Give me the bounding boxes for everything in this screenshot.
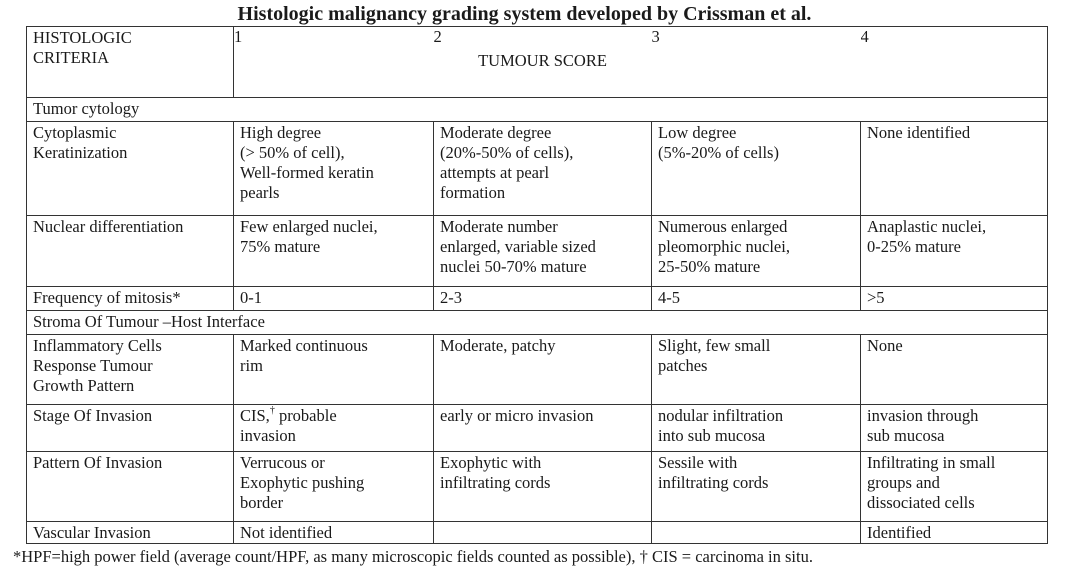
dagger-mark: † <box>269 405 275 416</box>
score-4-cell <box>861 452 1048 522</box>
cell-line: dissociated cells <box>867 493 975 512</box>
tumour-score-label: TUMOUR SCORE <box>478 51 607 70</box>
table-row <box>27 522 1048 544</box>
cell-line: Stage Of Invasion <box>33 406 153 425</box>
cell-line: invasion through <box>867 406 979 425</box>
score-header-cell <box>234 27 434 98</box>
cell-line: Numerous enlarged <box>658 217 788 236</box>
cell-line: pleomorphic nuclei, <box>658 237 790 256</box>
score-4-cell: Identified <box>861 522 1048 544</box>
cell-line: 25-50% mature <box>658 257 761 276</box>
score-4-cell <box>861 335 1048 405</box>
cell-line: Moderate number <box>440 217 558 236</box>
score-3-cell <box>652 335 861 405</box>
table-row <box>27 452 1048 522</box>
cell-line: Growth Pattern <box>33 376 135 395</box>
cell-line: (> 50% of cell), <box>240 143 345 162</box>
cell-line: patches <box>658 356 708 375</box>
cell-line: Inflammatory Cells <box>33 336 162 355</box>
cell-line: nodular infiltration <box>658 406 784 425</box>
cell-line: Exophytic pushing <box>240 473 365 492</box>
score-2-cell <box>434 522 652 544</box>
table-row <box>27 216 1048 287</box>
score-1-cell <box>234 216 434 287</box>
section-row <box>27 98 1048 122</box>
cell-line: Response Tumour <box>33 356 153 375</box>
cell-line: 75% mature <box>240 237 321 256</box>
table-row <box>27 122 1048 216</box>
criterion-cell <box>27 216 234 287</box>
cell-line: Low degree <box>658 123 737 142</box>
criterion-cell <box>27 452 234 522</box>
score-2-cell: 2-3 <box>434 287 652 311</box>
section-stroma: Stroma Of Tumour –Host Interface <box>27 311 1048 335</box>
criterion-cell <box>27 122 234 216</box>
score-3-cell <box>652 522 861 544</box>
grading-table <box>26 26 1048 544</box>
score-4-cell: >5 <box>861 287 1048 311</box>
score-3-cell <box>652 452 861 522</box>
score-header-cell <box>434 27 652 98</box>
header-row <box>27 27 1048 98</box>
cell-line: pearls <box>240 183 280 202</box>
footnote: *HPF=high power field (average count/HPF, as many microscopic fields counted as possible), † CIS = carcinoma in situ. <box>13 547 813 566</box>
cell-line: border <box>240 493 284 512</box>
score-1-cell <box>234 452 434 522</box>
probable-text: probable <box>274 406 337 425</box>
score-1-cell: 0-1 <box>234 287 434 311</box>
criterion-cell: Vascular Invasion <box>27 522 234 544</box>
cell-line: Exophytic with <box>440 453 542 472</box>
cell-line: attempts at pearl <box>440 163 550 182</box>
score-header-cell <box>652 27 861 98</box>
header-criteria-line: HISTOLOGIC <box>33 28 132 47</box>
cell-line: Anaplastic nuclei, <box>867 217 987 236</box>
cell-line: early or micro invasion <box>440 406 594 425</box>
cell-line: rim <box>240 356 263 375</box>
score-1-cell <box>234 122 434 216</box>
cell-line <box>240 406 427 426</box>
cell-line: Sessile with <box>658 453 738 472</box>
cell-line: infiltrating cords <box>440 473 551 492</box>
score-2-cell <box>434 122 652 216</box>
score-1-cell: Not identified <box>234 522 434 544</box>
cell-line: High degree <box>240 123 322 142</box>
score-header-cell <box>861 27 1048 98</box>
cell-line: Few enlarged nuclei, <box>240 217 378 236</box>
cell-line: groups and <box>867 473 940 492</box>
cell-line: 0-25% mature <box>867 237 961 256</box>
header-criteria-line: CRITERIA <box>33 48 110 67</box>
cell-line: enlarged, variable sized <box>440 237 596 256</box>
cell-line: (20%-50% of cells), <box>440 143 574 162</box>
cell-line: Marked continuous <box>240 336 368 355</box>
score-number: 1 <box>234 27 243 46</box>
score-4-cell <box>861 122 1048 216</box>
score-2-cell <box>434 452 652 522</box>
score-2-cell <box>434 216 652 287</box>
score-number: 2 <box>433 27 442 46</box>
score-1-cell <box>234 335 434 405</box>
cell-line: (5%-20% of cells) <box>658 143 779 162</box>
cell-line: None identified <box>867 123 971 142</box>
cell-line: into sub mucosa <box>658 426 766 445</box>
cell-line: Verrucous or <box>240 453 325 472</box>
section-row <box>27 311 1048 335</box>
score-4-cell <box>861 216 1048 287</box>
cell-line: Slight, few small <box>658 336 771 355</box>
cell-line: Infiltrating in small <box>867 453 996 472</box>
score-1-cell <box>234 405 434 452</box>
cell-line: Moderate, patchy <box>440 336 556 355</box>
criterion-cell <box>27 335 234 405</box>
cis-text: CIS, <box>240 406 270 425</box>
cell-line: infiltrating cords <box>658 473 769 492</box>
criterion-cell <box>27 405 234 452</box>
cell-line: Nuclear differentiation <box>33 217 184 236</box>
score-2-cell <box>434 405 652 452</box>
cell-line: sub mucosa <box>867 426 945 445</box>
cell-line: Pattern Of Invasion <box>33 453 163 472</box>
header-criteria-cell <box>27 27 234 98</box>
table-row <box>27 405 1048 452</box>
score-4-cell <box>861 405 1048 452</box>
cell-line: None <box>867 336 903 355</box>
table-title: Histologic malignancy grading system developed by Crissman et al. <box>237 3 812 25</box>
cell-line: nuclei 50-70% mature <box>440 257 587 276</box>
cell-line: invasion <box>240 426 296 445</box>
table-row <box>27 335 1048 405</box>
score-3-cell <box>652 216 861 287</box>
cell-line: Cytoplasmic <box>33 123 117 142</box>
score-2-cell <box>434 335 652 405</box>
score-3-cell <box>652 405 861 452</box>
cell-line: Keratinization <box>33 143 128 162</box>
score-3-cell <box>652 122 861 216</box>
score-3-cell: 4-5 <box>652 287 861 311</box>
cell-line: Moderate degree <box>440 123 552 142</box>
criterion-cell: Frequency of mitosis* <box>27 287 234 311</box>
score-number: 4 <box>860 27 869 46</box>
score-number: 3 <box>651 27 660 46</box>
cell-line: Well-formed keratin <box>240 163 374 182</box>
section-tumor-cytology: Tumor cytology <box>27 98 1048 122</box>
table-row <box>27 287 1048 311</box>
cell-line: formation <box>440 183 506 202</box>
